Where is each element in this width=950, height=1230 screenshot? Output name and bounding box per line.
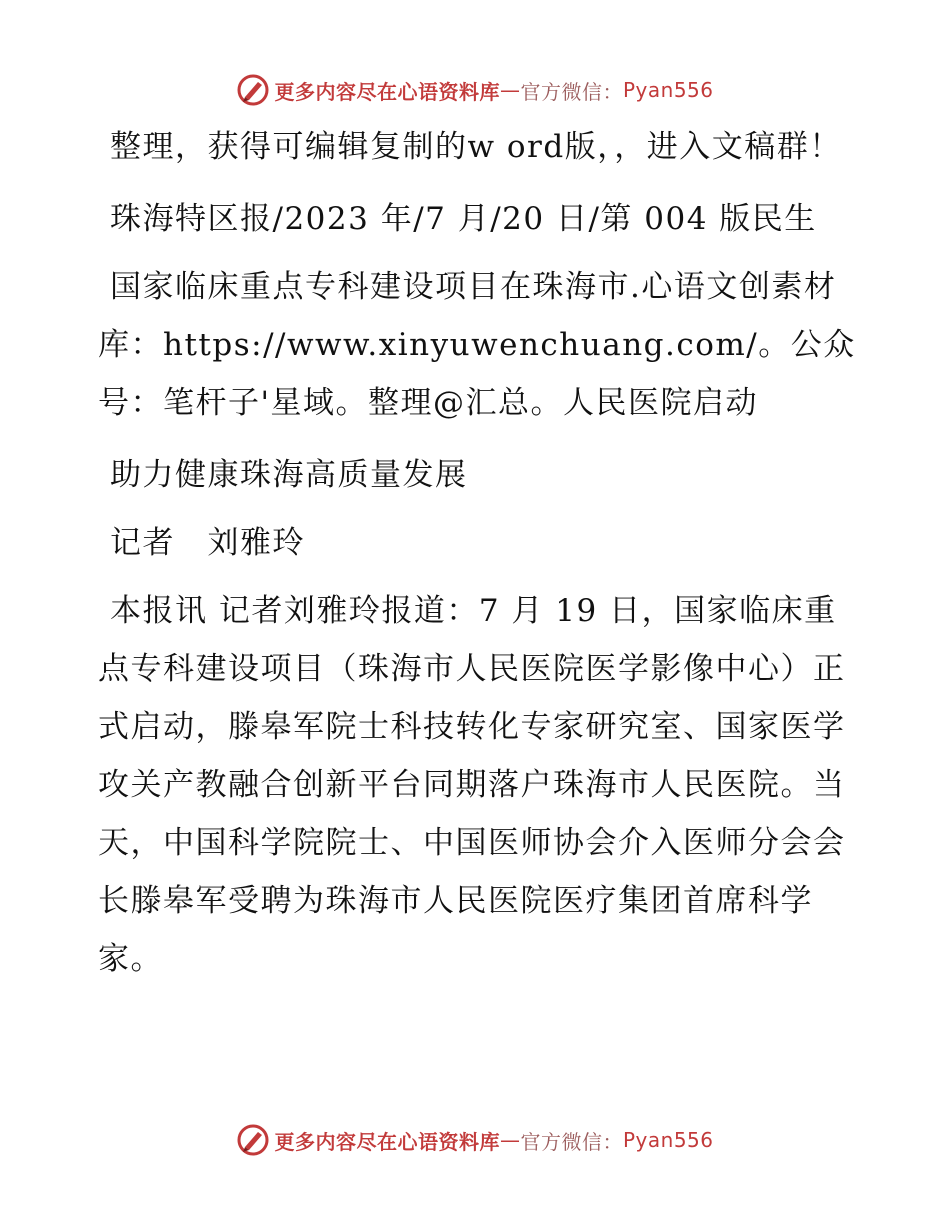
banner-wechat-handle: Pyan556 <box>622 78 714 102</box>
article-body <box>98 118 858 1002</box>
subheadline: 助力健康珠海高质量发展 <box>110 457 468 493</box>
headline-paragraph: 国家临床重点专科建设项目在珠海市.心语文创素材库：https://www.xinyuwenchuang.com/。公众号：笔杆子'星域。整理@汇总。人民医院启动 <box>98 269 856 421</box>
banner-official-label: 官方微信： <box>520 1129 623 1154</box>
banner-lead-text: 更多内容尽在心语资料库 <box>274 79 500 104</box>
byline: 记者 刘雅玲 <box>110 525 305 561</box>
intro-paragraph: 整理，获得可编辑复制的w ord版，，进入文稿群！ <box>110 129 842 165</box>
source-line: 珠海特区报/2023 年/7 月/20 日/第 004 版民生 <box>110 201 817 237</box>
pen-logo-icon <box>236 73 270 107</box>
header-banner <box>0 70 950 110</box>
banner-dash: — <box>499 78 521 102</box>
pen-logo-icon <box>236 1123 270 1157</box>
banner-lead-text: 更多内容尽在心语资料库 <box>274 1129 500 1154</box>
banner-dash: — <box>499 1128 521 1152</box>
banner-wechat-handle: Pyan556 <box>622 1128 714 1152</box>
footer-banner <box>0 1120 950 1160</box>
banner-official-label: 官方微信： <box>520 79 623 104</box>
news-paragraph: 本报讯 记者刘雅玲报道：7 月 19 日，国家临床重点专科建设项目（珠海市人民医院医学影像中心）正式启动，滕皋军院士科技转化专家研究室、国家医学攻关产教融合创新平台同期落户珠海市人民医院。当天，中国科学院院士、中国医师协会介入医师分会会长滕皋军受聘为珠海市人民医院医疗集团首席科学家。 <box>98 593 846 977</box>
